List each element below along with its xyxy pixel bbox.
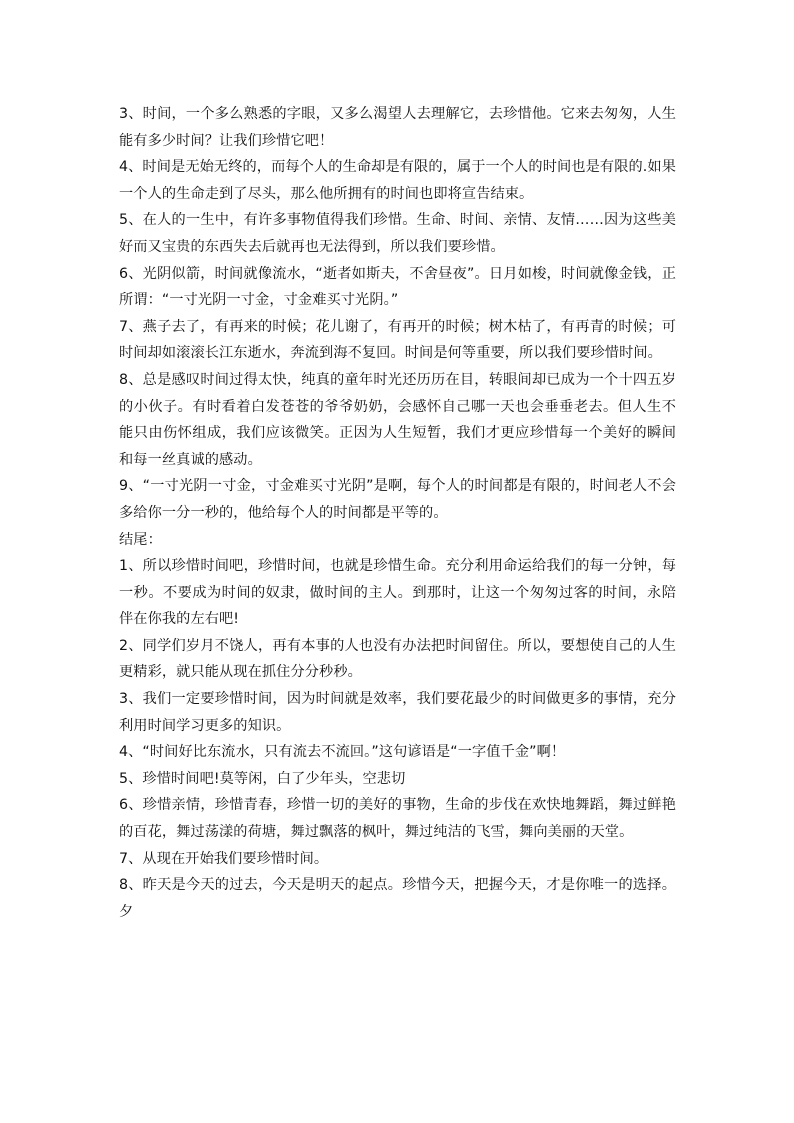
document-body — [119, 101, 676, 925]
ending-paragraph-4: 4、“时间好比东流水，只有流去不流回。”这句谚语是“一字值千金”啊！ — [119, 744, 566, 761]
paragraph-6: 6、光阴似箭，时间就像流水，“逝者如斯夫，不舍昼夜”。日月如梭，时间就像金钱，正所谓：“一寸光阴一寸金，寸金难买寸光阴。” — [119, 265, 676, 309]
ending-paragraph-6: 6、珍惜亲情，珍惜青春，珍惜一切的美好的事物，生命的步伐在欢快地舞蹈，舞过鲜艳的百花，舞过荡漾的荷塘，舞过飘落的枫叶，舞过纯洁的飞雪，舞向美丽的天堂。 — [119, 797, 676, 841]
ending-heading: 结尾： — [119, 531, 162, 548]
ending-paragraph-7: 7、从现在开始我们要珍惜时间。 — [119, 850, 329, 867]
ending-paragraph-3: 3、我们一定要珍惜时间，因为时间就是效率，我们要花最少的时间做更多的事情，充分利用时间学习更多的知识。 — [119, 691, 676, 734]
paragraph-9: 9、“一寸光阴一寸金，寸金难买寸光阴”是啊，每个人的时间都是有限的，时间老人不会多给你一分一秒的，他给每个人的时间都是平等的。 — [119, 478, 676, 521]
paragraph-7: 7、燕子去了，有再来的时候；花儿谢了，有再开的时候；树木枯了，有再青的时候；可时间却如滚滚长江东逝水，奔流到海不复回。时间是何等重要，所以我们要珍惜时间。 — [119, 318, 676, 362]
ending-paragraph-8: 8、昨天是今天的过去，今天是明天的起点。珍惜今天，把握今天，才是你唯一的选择。夕 — [119, 877, 676, 920]
paragraph-8: 8、总是感叹时间过得太快，纯真的童年时光还历历在目，转眼间却已成为一个十四五岁的小伙子。有时看着白发苍苍的爷爷奶奶，会感怀自己哪一天也会垂垂老去。但人生不能只由伤怀组成，我们应该微笑。正因为人生短暂，我们才更应珍惜每一个美好的瞬间和每一丝真诚的感动。 — [119, 371, 676, 468]
ending-paragraph-5: 5、珍惜时间吧!莫等闲，白了少年头，空悲切 — [119, 770, 406, 787]
paragraph-4: 4、时间是无始无终的，而每个人的生命却是有限的，属于一个人的时间也是有限的.如果一个人的生命走到了尽头，那么他所拥有的时间也即将宣告结束。 — [119, 159, 676, 202]
ending-paragraph-2: 2、同学们岁月不饶人，再有本事的人也没有办法把时间留住。所以，要想使自己的人生更精彩，就只能从现在抓住分分秒秒。 — [119, 637, 676, 681]
paragraph-3: 3、时间，一个多么熟悉的字眼，又多么渴望人去理解它，去珍惜他。它来去匆匆，人生能有多少时间？让我们珍惜它吧！ — [119, 106, 676, 149]
ending-paragraph-1: 1、所以珍惜时间吧，珍惜时间，也就是珍惜生命。充分利用命运给我们的每一分钟，每一秒。不要成为时间的奴隶，做时间的主人。到那时，让这一个匆匆过客的时间，永陪伴在你我的左右吧! — [119, 558, 676, 628]
paragraph-5: 5、在人的一生中，有许多事物值得我们珍惜。生命、时间、亲情、友情……因为这些美好而又宝贵的东西失去后就再也无法得到，所以我们要珍惜。 — [119, 212, 676, 255]
